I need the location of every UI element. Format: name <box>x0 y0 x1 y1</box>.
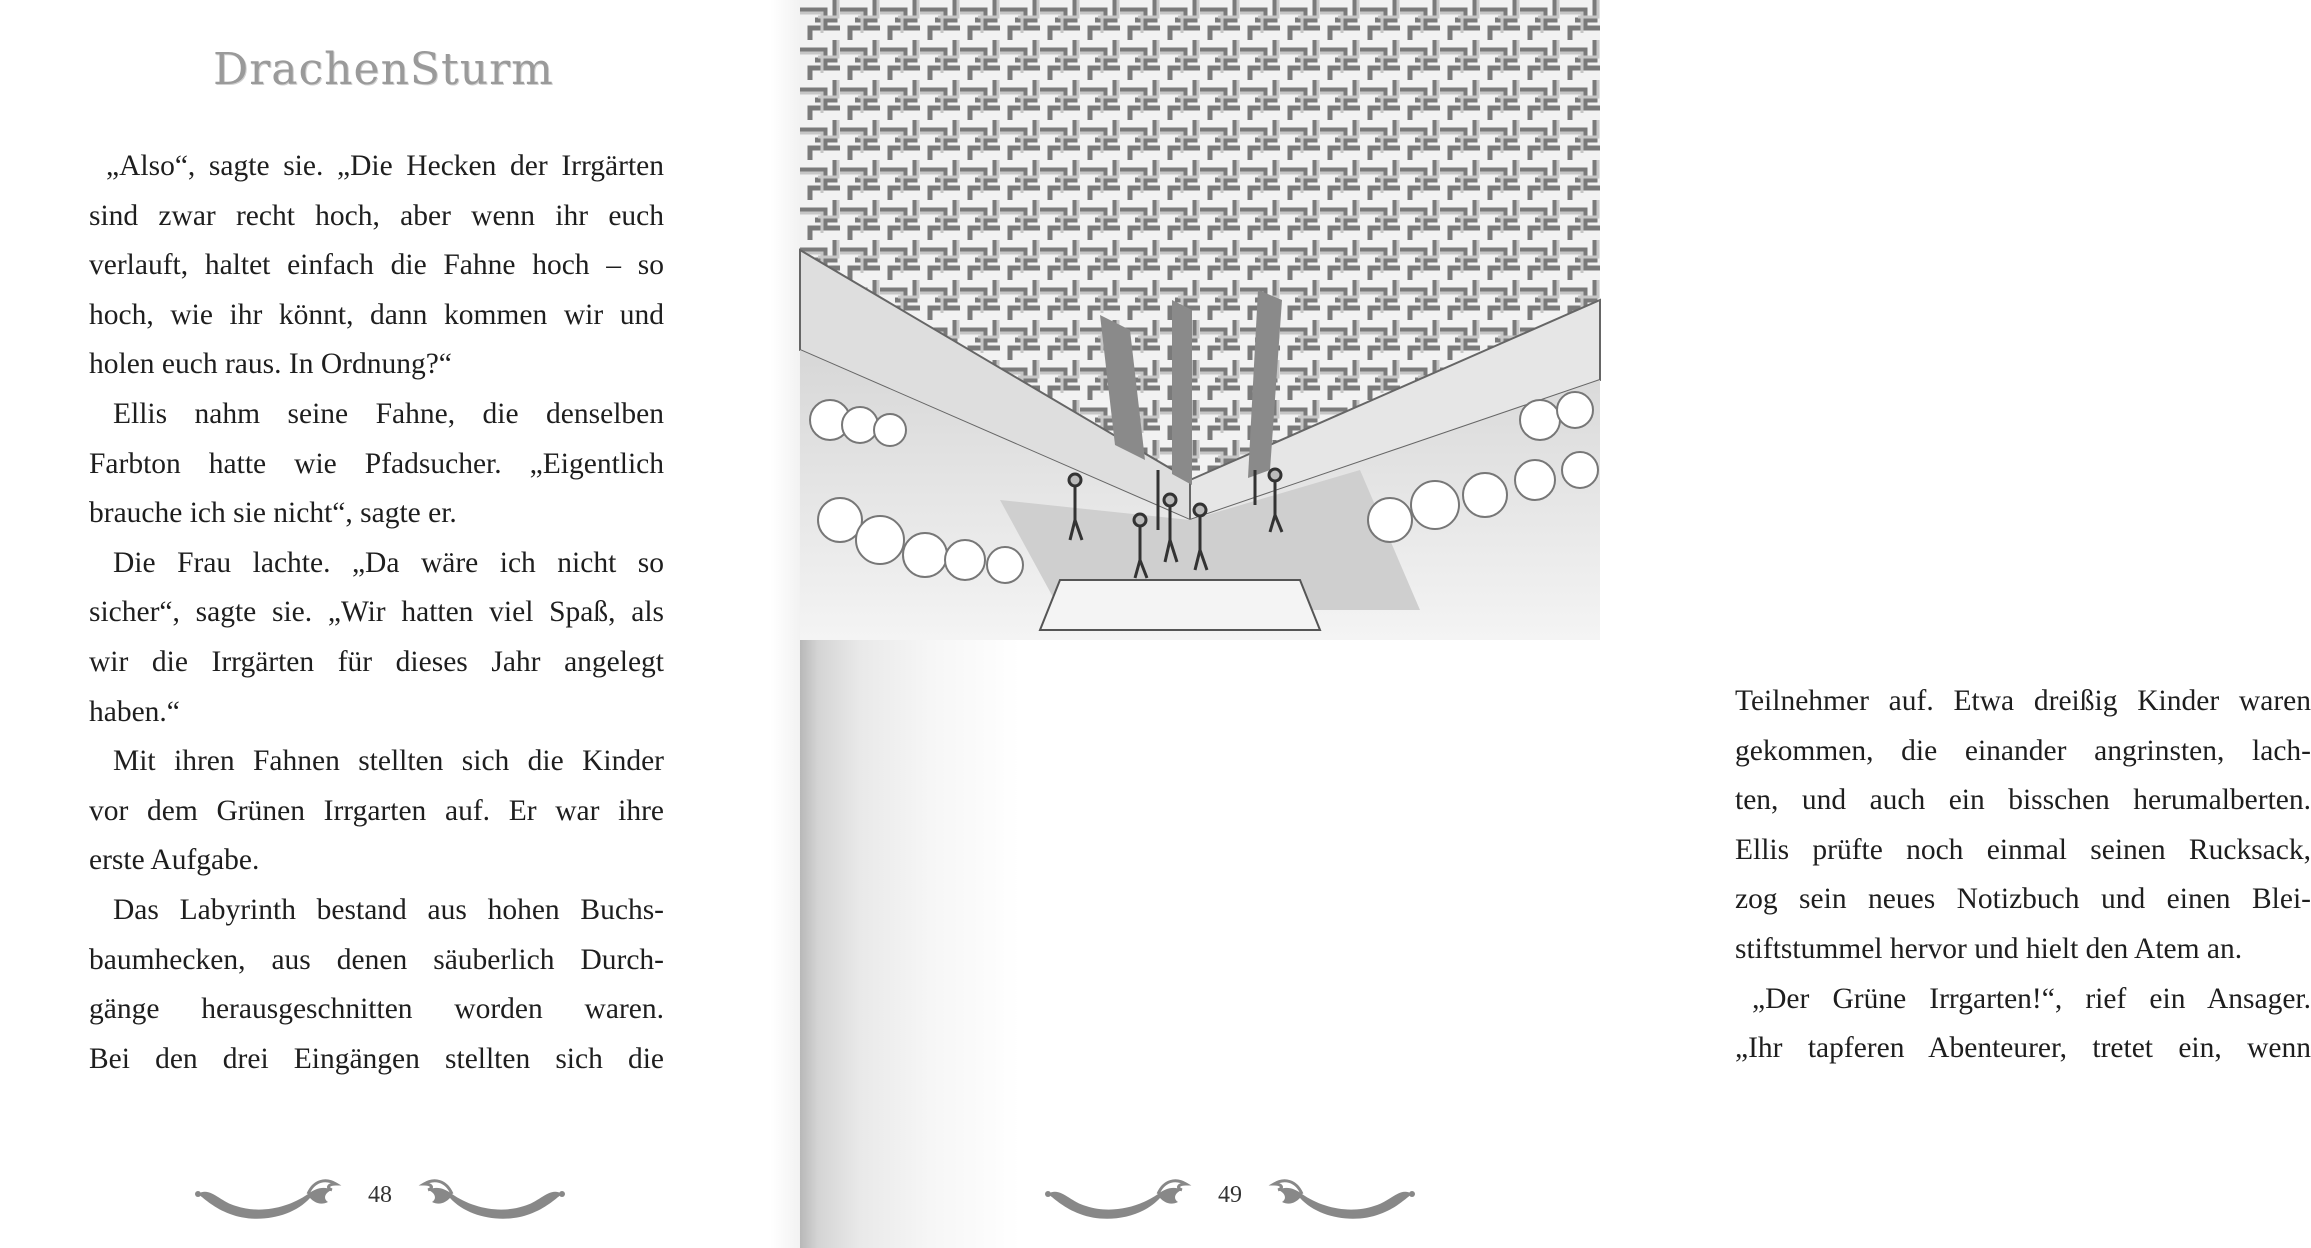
text-line: „Der Grüne Irrgarten!“, rief ein Ansager. <box>1752 982 2311 1015</box>
text-line: sind zwar recht hoch, aber wenn ihr euch <box>89 199 664 232</box>
text-line: Das Labyrinth bestand aus hohen Buchs- <box>113 893 664 926</box>
text-line: sicher“, sagte sie. „Wir hatten viel Spaß, als <box>89 596 664 629</box>
text-line: Mit ihren Fahnen stellten sich die Kinder <box>113 745 664 778</box>
text-line: stiftstummel hervor und hielt den Atem an. <box>1735 932 2243 965</box>
left-body-text <box>89 142 664 1084</box>
right-body-text <box>1735 677 2311 1074</box>
text-line: zog sein neues Notizbuch und einen Blei- <box>1735 883 2311 916</box>
text-line: wir die Irrgärten für dieses Jahr angelegt <box>89 645 664 678</box>
text-line: gänge herausgeschnitten worden waren. <box>89 993 664 1026</box>
text-line: baumhecken, aus denen säuberlich Durch- <box>89 943 664 976</box>
page-folio <box>1040 1172 1420 1232</box>
dragon-icon <box>420 1172 570 1232</box>
text-line: Ellis prüfte noch einmal seinen Rucksack, <box>1735 833 2311 866</box>
right-page <box>800 0 2311 1248</box>
text-line: erste Aufgabe. <box>89 844 260 877</box>
page-number: 48 <box>368 1182 392 1208</box>
page-folio <box>190 1172 570 1232</box>
text-line: Die Frau lachte. „Da wäre ich nicht so <box>113 546 664 579</box>
text-line: vor dem Grünen Irrgarten auf. Er war ihre <box>89 794 664 827</box>
text-line: ten, und auch ein bisschen herumalberten. <box>1735 784 2311 817</box>
text-line: Teilnehmer auf. Etwa dreißig Kinder waren <box>1735 685 2311 717</box>
text-line: haben.“ <box>89 695 180 728</box>
text-line: Ellis nahm seine Fahne, die denselben <box>113 397 664 430</box>
page-number: 49 <box>1218 1182 1242 1208</box>
left-page <box>0 0 800 1248</box>
maze-illustration <box>800 0 1600 640</box>
text-line: Farbton hatte wie Pfadsucher. „Eigentlich <box>89 447 664 480</box>
book-title-logo: DrachenSturm <box>213 44 554 95</box>
text-line: „Ihr tapferen Abenteurer, tretet ein, wenn <box>1735 1032 2311 1065</box>
gutter-shadow <box>770 0 800 1248</box>
text-line: gekommen, die einander angrinsten, lach- <box>1735 734 2311 767</box>
text-line: hoch, wie ihr könnt, dann kommen wir und <box>89 298 664 331</box>
text-line: holen euch raus. In Ordnung?“ <box>89 348 452 381</box>
text-line: brauche ich sie nicht“, sagte er. <box>89 497 457 530</box>
dragon-icon <box>1270 1172 1420 1232</box>
text-line: Bei den drei Eingängen stellten sich die <box>89 1042 664 1075</box>
text-line: „Also“, sagte sie. „Die Hecken der Irrgärten <box>106 150 664 182</box>
text-line: verlauft, haltet einfach die Fahne hoch – so <box>89 249 664 282</box>
